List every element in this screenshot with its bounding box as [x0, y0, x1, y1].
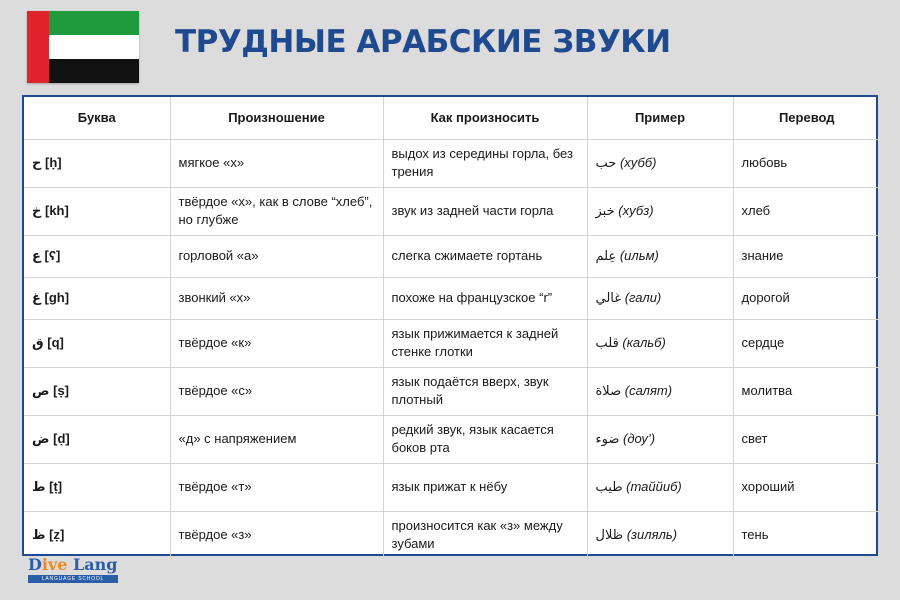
divelang-logo [28, 556, 120, 584]
cell-letter: ع [ʕ] [24, 235, 170, 277]
logo-letter-d: D [28, 555, 42, 574]
logo-subtitle: LANGUAGE SCHOOL [28, 575, 118, 583]
table-row [24, 235, 880, 277]
cell-letter: ص [ṣ] [24, 367, 170, 415]
flag-white-stripe [49, 35, 139, 59]
example-arabic: ضوء [595, 431, 620, 446]
cell-letter: ظ [ẓ] [24, 511, 170, 559]
table-row [24, 463, 880, 511]
sounds-table [24, 97, 880, 559]
header-how-to-pronounce: Как произносить [383, 97, 587, 139]
header-translation: Перевод [733, 97, 880, 139]
table-row [24, 319, 880, 367]
cell-example [587, 139, 733, 187]
cell-how: похоже на французское “r” [383, 277, 587, 319]
cell-pronunciation: твёрдое «с» [170, 367, 383, 415]
cell-how: язык прижат к нёбу [383, 463, 587, 511]
flag-green-stripe [49, 11, 139, 35]
cell-translation: дорогой [733, 277, 880, 319]
cell-example [587, 511, 733, 559]
cell-translation: хлеб [733, 187, 880, 235]
flag-red-band [27, 11, 49, 83]
cell-pronunciation: твёрдое «з» [170, 511, 383, 559]
sounds-table-container [22, 95, 878, 556]
cell-translation: свет [733, 415, 880, 463]
cell-translation: сердце [733, 319, 880, 367]
cell-how: произносится как «з» между зубами [383, 511, 587, 559]
example-transliteration: (гали) [624, 290, 662, 305]
header-pronunciation: Произношение [170, 97, 383, 139]
cell-pronunciation: «д» с напряжением [170, 415, 383, 463]
header-example: Пример [587, 97, 733, 139]
cell-how: выдох из середины горла, без трения [383, 139, 587, 187]
example-arabic: غالي [595, 290, 622, 305]
cell-translation: любовь [733, 139, 880, 187]
cell-translation: молитва [733, 367, 880, 415]
example-arabic: ظلال [595, 527, 624, 543]
flag-stripes [49, 11, 139, 83]
cell-how: слегка сжимаете гортань [383, 235, 587, 277]
cell-letter: ق [q] [24, 319, 170, 367]
logo-text-lang: Lang [73, 555, 118, 574]
table-row [24, 511, 880, 559]
cell-pronunciation: мягкое «х» [170, 139, 383, 187]
cell-how: язык прижимается к задней стенке глотки [383, 319, 587, 367]
example-transliteration: (таййиб) [626, 479, 682, 494]
cell-letter: خ [kh] [24, 187, 170, 235]
example-transliteration: (ильм) [619, 248, 659, 263]
table-row [24, 277, 880, 319]
logo-text-ive: ive [41, 555, 68, 574]
cell-pronunciation: твёрдое «х», как в слове “хлеб”, но глубже [170, 187, 383, 235]
example-transliteration: (кальб) [622, 335, 666, 350]
example-arabic: حب [595, 155, 617, 170]
example-arabic: صلاة [595, 383, 622, 398]
cell-pronunciation: горловой «а» [170, 235, 383, 277]
cell-example [587, 367, 733, 415]
example-arabic: طيب [595, 479, 623, 494]
table-row [24, 139, 880, 187]
example-arabic: خبز [595, 203, 615, 218]
cell-how: звук из задней части горла [383, 187, 587, 235]
cell-letter: ض [ḍ] [24, 415, 170, 463]
cell-pronunciation: твёрдое «к» [170, 319, 383, 367]
header-letter: Буква [24, 97, 170, 139]
cell-example [587, 235, 733, 277]
cell-pronunciation: твёрдое «т» [170, 463, 383, 511]
example-transliteration: (хубб) [619, 155, 657, 170]
uae-flag-icon [27, 11, 139, 83]
page-title: ТРУДНЫЕ АРАБСКИЕ ЗВУКИ [175, 24, 671, 60]
cell-example [587, 319, 733, 367]
cell-example [587, 415, 733, 463]
cell-translation: хороший [733, 463, 880, 511]
cell-translation: тень [733, 511, 880, 559]
flag-black-stripe [49, 59, 139, 83]
cell-example [587, 463, 733, 511]
example-transliteration: (хубз) [618, 203, 654, 218]
cell-example [587, 277, 733, 319]
example-arabic: عِلم [595, 248, 617, 263]
cell-how: редкий звук, язык касается боков рта [383, 415, 587, 463]
cell-example [587, 187, 733, 235]
cell-how: язык подаётся вверх, звук плотный [383, 367, 587, 415]
example-arabic: قلب [595, 335, 619, 350]
cell-letter: ط [ṭ] [24, 463, 170, 511]
table-header-row [24, 97, 880, 139]
example-transliteration: (салят) [624, 383, 673, 398]
cell-letter: غ [gh] [24, 277, 170, 319]
cell-translation: знание [733, 235, 880, 277]
example-transliteration: (доу’) [623, 431, 656, 446]
cell-letter: ح [ḥ] [24, 139, 170, 187]
example-transliteration: (зиляль) [626, 527, 678, 543]
cell-pronunciation: звонкий «х» [170, 277, 383, 319]
logo-wordmark [28, 556, 120, 574]
table-row [24, 187, 880, 235]
table-row [24, 367, 880, 415]
table-row [24, 415, 880, 463]
